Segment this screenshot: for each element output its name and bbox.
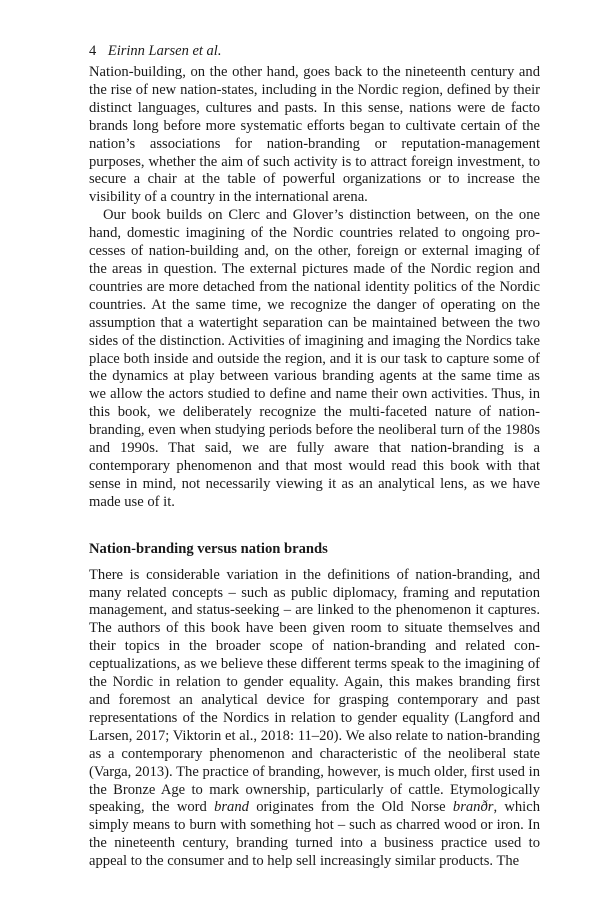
page-number: 4 [89, 43, 97, 59]
body-paragraph-3 [89, 567, 540, 871]
body-paragraph-1: Nation-building, on the other hand, goes back to the nineteenth century and the rise of new nation-states, including in the Nordic region, defined by their distinct languages, cultures and pasts. In this sense, nations were de facto brands long before more systematic efforts began to cultivate certain of the nation’s associations for nation-branding or reputation-management purposes, whether the aim of such activity is to attract foreign investment, to secure a chair at the table of powerful organizations or to increase the visibility of a country in the international arena. [89, 64, 540, 206]
term-brandr: branðr [452, 799, 494, 816]
book-page [89, 42, 540, 871]
paragraph-3-text-b: originates from the Old Norse [248, 799, 453, 816]
term-brand: brand [214, 799, 249, 816]
running-header [89, 42, 540, 60]
section-heading: Nation-branding versus nation brands [89, 540, 328, 557]
body-paragraph-2: Our book builds on Clerc and Glover’s distinction between, on the one hand, domestic imagining of the Nordic countries related to ongoing processes of nation-building and, on the other, foreign or external imaging of the areas in question. The external pictures made of the Nordic region and countries are more detached from the national identity politics of the Nordic countries. At the same time, we recognize the danger of operating on the assumption that a watertight separation can be maintained between the two sides of the distinction. Activities of imagining and imaging the Nordics take place both inside and outside the region, and it is our task to capture some of the dynamics at play between various branding agents at the same time as we allow the actors studied to define and name their own activities. Thus, in this book, we deliberately recognize the multi-faceted nature of nation-branding, even when studying periods before the neoliberal turn of the 1980s and 1990s. That said, we are fully aware that nation-branding is a contemporary phenomenon and that most would read this book with that sense in mind, not necessarily viewing it as an analytical lens, as we have made use of it. [89, 207, 540, 510]
running-head-authors: Eirinn Larsen et al. [107, 43, 222, 59]
paragraph-3-text-c: , which simply means to burn with something hot – such as charred wood or iron. In the nineteenth century, branding turned into a business practice used to appeal to the consumer and to help sell increasingly similar products. The [89, 799, 540, 870]
paragraph-3-text-a: There is considerable variation in the definitions of nation-branding, and many related concepts – such as public diplomacy, framing and reputation management, and status-seeking – are linked to the phenomenon it captures. The authors of this book have been given room to situate themselves and their topics in the broader scope of nation-branding and related conceptualizations, as we believe these different terms speak to the imagining of the Nordic in relation to gender equality. Again, this makes branding first and foremost an analytical device for grasping contemporary and past representations of the Nordics in relation to gender equality (Langford and Larsen, 2017; Viktorin et al., 2018: 11–20). We also relate to nation-branding as a contemporary phenomenon and characteristic of the neoliberal state (Varga, 2013). The practice of branding, however, is much older, first used in the Bronze Age to mark ownership, particularly of cattle. Etymologically speaking, the word [89, 566, 540, 816]
